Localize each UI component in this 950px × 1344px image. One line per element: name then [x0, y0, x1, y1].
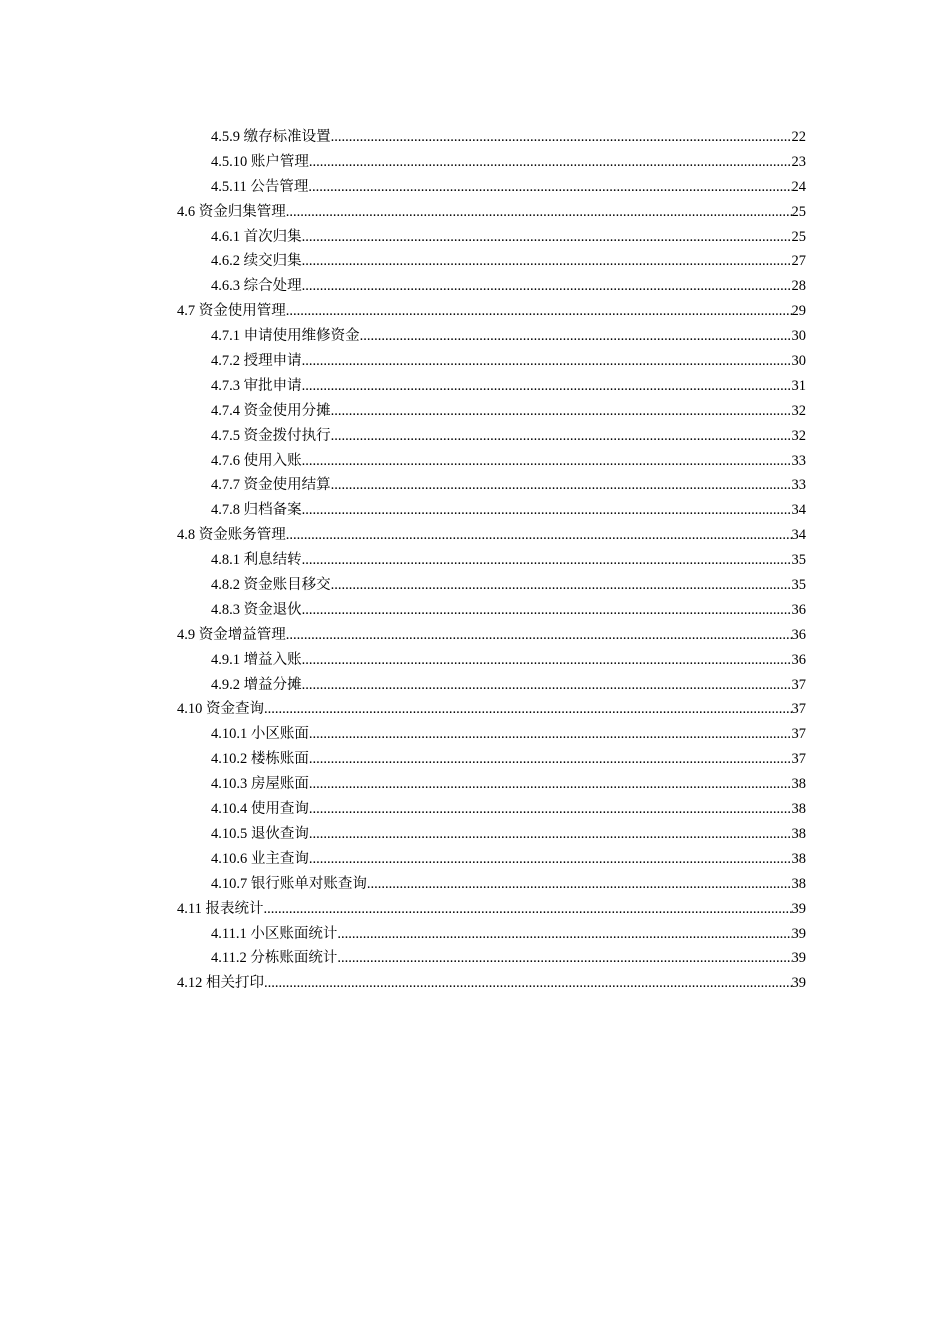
toc-page-number: 38 — [791, 850, 806, 867]
toc-page-number: 32 — [791, 427, 806, 444]
toc-dot-leader — [331, 125, 792, 150]
toc-dot-leader — [309, 822, 792, 847]
toc-dot-leader — [302, 374, 792, 399]
toc-page-number: 32 — [791, 402, 806, 419]
toc-entry-title: 4.7 资金使用管理 — [177, 303, 286, 320]
toc-dot-leader — [302, 598, 792, 623]
toc-subsection-entry[interactable] — [177, 399, 806, 424]
toc-page-number: 36 — [791, 626, 806, 643]
toc-page-number: 39 — [791, 975, 806, 992]
toc-dot-leader — [302, 648, 792, 673]
toc-entry-title: 4.7.1 申请使用维修资金 — [211, 328, 360, 345]
toc-subsection-entry[interactable] — [177, 598, 806, 623]
toc-section-entry[interactable] — [177, 897, 806, 922]
toc-subsection-entry[interactable] — [177, 449, 806, 474]
toc-dot-leader — [309, 797, 792, 822]
toc-dot-leader — [302, 548, 792, 573]
toc-entry-title: 4.10.1 小区账面 — [211, 726, 309, 743]
toc-page-number: 30 — [791, 353, 806, 370]
toc-dot-leader — [286, 200, 792, 225]
toc-page-number: 35 — [791, 552, 806, 569]
toc-section-entry[interactable] — [177, 971, 806, 996]
toc-dot-leader — [302, 498, 792, 523]
toc-subsection-entry[interactable] — [177, 946, 806, 971]
toc-page-number: 29 — [791, 303, 806, 320]
toc-subsection-entry[interactable] — [177, 424, 806, 449]
toc-subsection-entry[interactable] — [177, 374, 806, 399]
toc-subsection-entry[interactable] — [177, 822, 806, 847]
toc-dot-leader — [367, 872, 792, 897]
toc-entry-title: 4.10.5 退伙查询 — [211, 825, 309, 842]
toc-dot-leader — [309, 747, 792, 772]
toc-page-number: 25 — [791, 203, 806, 220]
toc-section-entry[interactable] — [177, 523, 806, 548]
toc-section-entry[interactable] — [177, 299, 806, 324]
toc-entry-title: 4.5.9 缴存标准设置 — [211, 129, 331, 145]
toc-dot-leader — [286, 623, 792, 648]
toc-dot-leader — [309, 847, 792, 872]
toc-dot-leader — [360, 324, 792, 349]
toc-subsection-entry[interactable] — [177, 498, 806, 523]
toc-subsection-entry[interactable] — [177, 673, 806, 698]
toc-dot-leader — [331, 573, 792, 598]
toc-entry-title: 4.7.4 资金使用分摊 — [211, 402, 331, 419]
toc-dot-leader — [309, 150, 792, 175]
toc-entry-title: 4.10.2 楼栋账面 — [211, 751, 309, 768]
toc-entry-title: 4.10.3 房屋账面 — [211, 776, 309, 793]
toc-page-number: 38 — [791, 875, 806, 892]
toc-subsection-entry[interactable] — [177, 648, 806, 673]
toc-entry-title: 4.7.6 使用入账 — [211, 452, 302, 469]
toc-entry-title: 4.10 资金查询 — [177, 701, 264, 718]
table-of-contents — [177, 125, 806, 996]
toc-entry-title: 4.5.11 公告管理 — [211, 178, 309, 195]
toc-dot-leader — [302, 225, 792, 250]
toc-page-number: 38 — [791, 825, 806, 842]
toc-entry-title: 4.10.6 业主查询 — [211, 850, 309, 867]
toc-subsection-entry[interactable] — [177, 249, 806, 274]
toc-subsection-entry[interactable] — [177, 722, 806, 747]
toc-subsection-entry[interactable] — [177, 274, 806, 299]
toc-entry-title: 4.12 相关打印 — [177, 975, 264, 992]
toc-page-number: 38 — [791, 776, 806, 793]
toc-subsection-entry[interactable] — [177, 349, 806, 374]
toc-subsection-entry[interactable] — [177, 225, 806, 250]
toc-subsection-entry[interactable] — [177, 150, 806, 175]
toc-section-entry[interactable] — [177, 623, 806, 648]
toc-page-number: 37 — [791, 726, 806, 743]
toc-dot-leader — [302, 349, 792, 374]
toc-page-number: 39 — [791, 900, 806, 917]
toc-dot-leader — [263, 897, 791, 922]
toc-entry-title: 4.6 资金归集管理 — [177, 203, 286, 220]
toc-entry-title: 4.8.2 资金账目移交 — [211, 577, 331, 594]
toc-dot-leader — [264, 697, 792, 722]
toc-dot-leader — [302, 274, 792, 299]
toc-subsection-entry[interactable] — [177, 847, 806, 872]
toc-entry-title: 4.6.3 综合处理 — [211, 278, 302, 295]
toc-page-number: 22 — [791, 129, 806, 145]
toc-page-number: 33 — [791, 452, 806, 469]
toc-page-number: 34 — [791, 527, 806, 544]
toc-page-number: 25 — [791, 228, 806, 245]
toc-entry-title: 4.8.3 资金退伙 — [211, 601, 302, 618]
toc-entry-title: 4.8.1 利息结转 — [211, 552, 302, 569]
toc-entry-title: 4.9 资金增益管理 — [177, 626, 286, 643]
toc-page-number: 33 — [791, 477, 806, 494]
toc-entry-title: 4.6.2 续交归集 — [211, 253, 302, 270]
toc-dot-leader — [309, 722, 792, 747]
toc-entry-title: 4.10.7 银行账单对账查询 — [211, 875, 367, 892]
toc-page-number: 35 — [791, 577, 806, 594]
toc-subsection-entry[interactable] — [177, 747, 806, 772]
toc-subsection-entry[interactable] — [177, 922, 806, 947]
toc-dot-leader — [286, 299, 792, 324]
toc-subsection-entry[interactable] — [177, 772, 806, 797]
toc-subsection-entry[interactable] — [177, 548, 806, 573]
toc-entry-title: 4.11 报表统计 — [177, 900, 264, 917]
toc-dot-leader — [309, 772, 792, 797]
toc-page-number: 38 — [791, 801, 806, 818]
toc-entry-title: 4.11.1 小区账面统计 — [211, 925, 338, 942]
toc-entry-title: 4.7.8 归档备案 — [211, 502, 302, 519]
toc-dot-leader — [302, 449, 792, 474]
toc-subsection-entry[interactable] — [177, 324, 806, 349]
toc-page-number: 31 — [791, 377, 806, 394]
toc-page-number: 34 — [791, 502, 806, 519]
toc-entry-title: 4.7.7 资金使用结算 — [211, 477, 331, 494]
toc-dot-leader — [331, 399, 792, 424]
toc-page-number: 39 — [791, 925, 806, 942]
toc-section-entry[interactable] — [177, 200, 806, 225]
toc-page-number: 36 — [791, 651, 806, 668]
toc-subsection-entry[interactable] — [177, 872, 806, 897]
toc-page-number: 37 — [791, 701, 806, 718]
toc-dot-leader — [331, 424, 792, 449]
toc-entry-title: 4.6.1 首次归集 — [211, 228, 302, 245]
toc-page-number: 36 — [791, 601, 806, 618]
toc-subsection-entry[interactable] — [177, 125, 806, 150]
toc-entry-title: 4.5.10 账户管理 — [211, 153, 309, 170]
toc-section-entry[interactable] — [177, 697, 806, 722]
toc-dot-leader — [337, 922, 791, 947]
toc-page-number: 30 — [791, 328, 806, 345]
toc-dot-leader — [302, 249, 792, 274]
toc-page-number: 27 — [791, 253, 806, 270]
toc-entry-title: 4.7.5 资金拨付执行 — [211, 427, 331, 444]
toc-dot-leader — [302, 673, 792, 698]
toc-subsection-entry[interactable] — [177, 473, 806, 498]
toc-dot-leader — [286, 523, 792, 548]
toc-dot-leader — [264, 971, 792, 996]
toc-entry-title: 4.10.4 使用查询 — [211, 801, 309, 818]
toc-entry-title: 4.9.1 增益入账 — [211, 651, 302, 668]
toc-subsection-entry[interactable] — [177, 573, 806, 598]
toc-subsection-entry[interactable] — [177, 797, 806, 822]
toc-dot-leader — [331, 473, 792, 498]
toc-page-number: 23 — [791, 153, 806, 170]
toc-dot-leader — [308, 175, 791, 200]
toc-subsection-entry[interactable] — [177, 175, 806, 200]
toc-entry-title: 4.7.3 审批申请 — [211, 377, 302, 394]
toc-page-number: 39 — [791, 950, 806, 967]
toc-page-number: 37 — [791, 676, 806, 693]
toc-entry-title: 4.11.2 分栋账面统计 — [211, 950, 338, 967]
toc-page-number: 24 — [791, 178, 806, 195]
toc-page-number: 28 — [791, 278, 806, 295]
toc-entry-title: 4.7.2 授理申请 — [211, 353, 302, 370]
toc-entry-title: 4.8 资金账务管理 — [177, 527, 286, 544]
toc-entry-title: 4.9.2 增益分摊 — [211, 676, 302, 693]
toc-dot-leader — [337, 946, 791, 971]
toc-page-number: 37 — [791, 751, 806, 768]
